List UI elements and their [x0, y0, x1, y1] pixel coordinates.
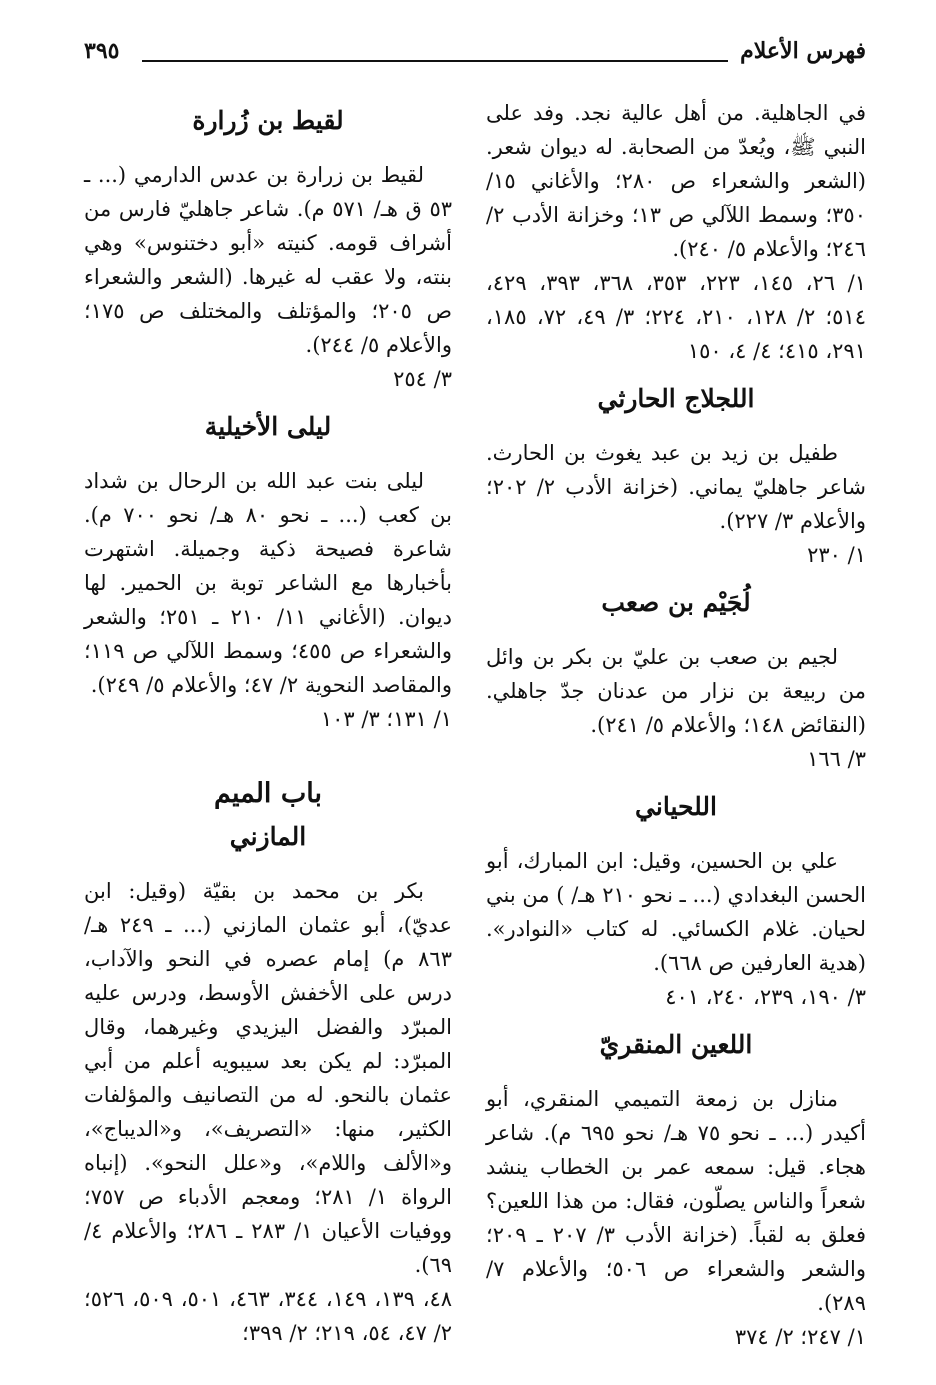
- page-header: [84, 38, 866, 78]
- section-title: باب الميم: [213, 778, 322, 809]
- entry: [486, 584, 866, 776]
- page-number: ٣٩٥: [84, 38, 120, 64]
- entry-refs: ٣/ ١٦٦: [807, 747, 866, 771]
- entry: [84, 818, 452, 1350]
- entry-title: اللجلاج الحارثي: [597, 384, 755, 413]
- entry-refs: ٤٨، ١٣٩، ١٤٩، ٣٤٤، ٤٦٣، ٥٠١، ٥٠٩، ٥٢٦؛ ٢/ ٤٧، ٥٤، ٢١٩؛ ٢/ ٣٩٩؛: [84, 1287, 453, 1345]
- entry-continued: [486, 96, 866, 368]
- entry: [84, 102, 452, 396]
- entry: [486, 788, 866, 1014]
- entry-title: لقيط بن زُرارة: [192, 106, 344, 135]
- entry-body: ليلى بنت عبد الله بن الرحال بن شداد بن كعب (... ـ نحو ٨٠ هـ/ نحو ٧٠٠ م). شاعرة فصيحة ذكية وجميلة. اشتهرت بأخبارها مع الشاعر توبة بن الحمير. لها ديوان. (الأغاني ١١/ ٢١٠ ـ ٢٥١؛ والشعر والشعراء ص ٤٥٥؛ وسمط اللآلي ص ١١٩؛ والمقاصد النحوية ٢/ ٤٧؛ والأعلام ٥/ ٢٤٩).: [84, 469, 453, 697]
- entry-body: منازل بن زمعة التميمي المنقري، أبو أكيدر (... ـ نحو ٧٥ هـ/ نحو ٦٩٥ م). شاعر هجاء. قيل: سمعه عمر بن الخطاب ينشد شعراً والناس يصلّون، فقال: من هذا اللعين؟ فعلق به لقباً. (خزانة الأدب ٣/ ٢٠٧ ـ ٢٠٩؛ والشعر والشعراء ص ٥٠٦؛ والأعلام ٧/ ٢٨٩).: [486, 1087, 867, 1315]
- entry: [486, 380, 866, 572]
- entry-title: لُجَيْم بن صعب: [601, 588, 751, 617]
- entry-body: لقيط بن زرارة بن عدس الدارمي (... ـ ٥٣ ق هـ/ ٥٧١ م). شاعر جاهليّ فارس من أشراف قومه. كنيته «أبو دختنوس» وهي بنته، ولا عقب له غيرها. (الشعر والشعراء ص ٢٠٥؛ والمؤتلف والمختلف ص ١٧٥؛ والأعلام ٥/ ٢٤٤).: [84, 163, 452, 357]
- entry-body: علي بن الحسين، وقيل: ابن المبارك، أبو الحسن البغدادي (... ـ نحو ٢١٠ هـ/ ) من بني لحيان. غلام الكسائي. له كتاب «النوادر». (هدية العارفين ص ٦٦٨).: [486, 849, 866, 975]
- entry-title: المازني: [229, 822, 307, 851]
- entry-refs: ١/ ٢٣٠: [807, 543, 866, 567]
- header-rule: [142, 60, 728, 62]
- entry-refs: ١/ ٢٤٧؛ ٢/ ٣٧٤: [734, 1325, 866, 1349]
- entry-body: طفيل بن زيد بن عبد يغوث بن الحارث. شاعر جاهليّ يماني. (خزانة الأدب ٢/ ٢٠٢؛ والأعلام ٣/ ٢٢٧).: [486, 441, 866, 533]
- entry-refs: ١/ ٢٦، ١٤٥، ٢٢٣، ٣٥٣، ٣٦٨، ٣٩٣، ٤٢٩، ٥١٤؛ ٢/ ١٢٨، ٢١٠، ٢٢٤؛ ٣/ ٤٩، ٧٢، ١٨٥، ٢٩١، ٤١٥؛ ٤/ ٤، ١٥٠: [486, 271, 867, 363]
- entry-body: في الجاهلية. من أهل عالية نجد. وفد على النبي ﷺ، ويُعدّ من الصحابة. له ديوان شعر. (الشعر والشعراء ص ٢٨٠؛ والأغاني ١٥/ ٣٥٠؛ وسمط اللآلي ص ١٣؛ وخزانة الأدب ٢/ ٢٤٦؛ والأعلام ٥/ ٢٤٠).: [486, 101, 866, 261]
- entry-refs: ٣/ ١٩٠، ٢٣٩، ٢٤٠، ٤٠١: [665, 985, 866, 1009]
- entry-body: بكر بن محمد بن بقيّة (وقيل: ابن عديّ)، أبو عثمان المازني (... ـ ٢٤٩ هـ/ ٨٦٣ م) إمام عصره في النحو والآداب، درس على الأخفش الأوسط، ودرس عليه المبرّد والفضل اليزيدي وغيرهما، وقال المبرّد: لم يكن بعد سيبويه أعلم من أبي عثمان بالنحو. له من التصانيف والمؤلفات الكثير، منها: «التصريف»، و«الديباج»، و«الألف واللام»، و«علل النحو». (إنباه الرواة ١/ ٢٨١؛ ومعجم الأدباء ص ٧٥٧؛ ووفيات الأعيان ١/ ٢٨٣ ـ ٢٨٦؛ والأعلام ٤/ ٦٩).: [84, 879, 452, 1277]
- entry-body: لجيم بن صعب بن عليّ بن بكر بن وائل من ربيعة بن نزار من عدنان جدّ جاهلي. (النقائض ١٤٨؛ والأعلام ٥/ ٢٤١).: [486, 645, 866, 737]
- entry: [486, 1026, 866, 1354]
- entry-refs: ٣/ ٢٥٤: [393, 367, 452, 391]
- entry-title: ليلى الأخيلية: [204, 412, 332, 441]
- entry-title: اللحياني: [635, 792, 717, 821]
- entry-title: اللعين المنقريّ: [599, 1030, 753, 1059]
- right-column: [486, 96, 866, 1366]
- entry: [84, 408, 452, 736]
- left-column: [84, 96, 452, 1362]
- running-title: فهرس الأعلام: [740, 38, 866, 64]
- entry-refs: ١/ ١٣١؛ ٣/ ١٠٣: [320, 707, 452, 731]
